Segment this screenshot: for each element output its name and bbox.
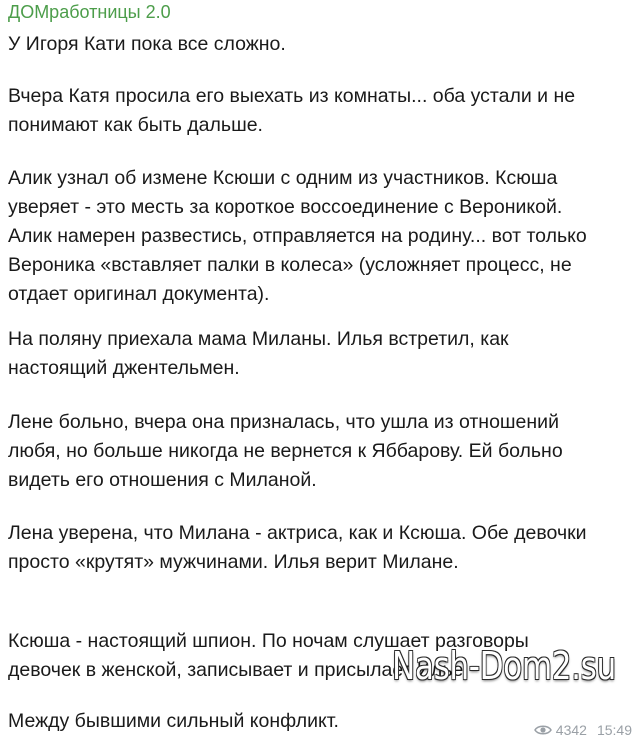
post-text-line: Вероника «вставляет палки в колеса» (усложняет процесс, не	[8, 254, 572, 276]
post-text-line: Алик узнал об измене Ксюши с одним из участников. Ксюша	[8, 167, 558, 189]
post-paragraph	[8, 164, 587, 309]
channel-name[interactable]: ДОМработницы 2.0	[8, 2, 171, 22]
post-time: 15:49	[596, 722, 632, 738]
post-text-line: На поляну приехала мама Миланы. Илья встретил, как	[8, 328, 509, 350]
post-text-line: Лена уверена, что Милана - актриса, как и Ксюша. Обе девочки	[8, 522, 587, 544]
post-paragraph	[8, 519, 587, 577]
post-text-line: Ксюша - настоящий шпион. По ночам слушает разговоры	[8, 630, 529, 652]
post-text-line: видеть его отношения с Миланой.	[8, 469, 317, 491]
eye-icon	[534, 724, 552, 736]
post-text-line: Алик намерен развестись, отправляется на родину... вот только	[8, 225, 587, 247]
post-text-line: отдает оригинал документа).	[8, 283, 270, 305]
post-text-line: настоящий джентельмен.	[8, 357, 240, 379]
post-paragraph	[8, 325, 509, 383]
post-paragraph	[8, 707, 339, 736]
post-paragraph	[8, 30, 286, 59]
post-text-line: Между бывшими сильный конфликт.	[8, 710, 339, 732]
post-text-line: понимают как быть дальше.	[8, 114, 263, 136]
post-text-line: уверяет - это месть за короткое воссоединение с Вероникой.	[8, 196, 563, 218]
post-text-line: девочек в женской, записывает и присылает Илье.	[8, 659, 469, 681]
post-text-line: Лене больно, вчера она призналась, что ушла из отношений	[8, 411, 559, 433]
post-text-line: Вчера Катя просила его выехать из комнаты... оба устали и не	[8, 85, 576, 107]
post-paragraph	[8, 408, 563, 495]
watermark: Nash-Dom2.su	[392, 644, 616, 688]
views-count: 4342	[555, 722, 587, 738]
post-text-line: просто «крутят» мужчинами. Илья верит Милане.	[8, 551, 459, 573]
post-text-line: У Игоря Кати пока все сложно.	[8, 33, 286, 55]
post-paragraph	[8, 82, 575, 140]
post-text-line: любя, но больше никогда не вернется к Яббарову. Ей больно	[8, 440, 563, 462]
post-meta	[534, 722, 632, 738]
